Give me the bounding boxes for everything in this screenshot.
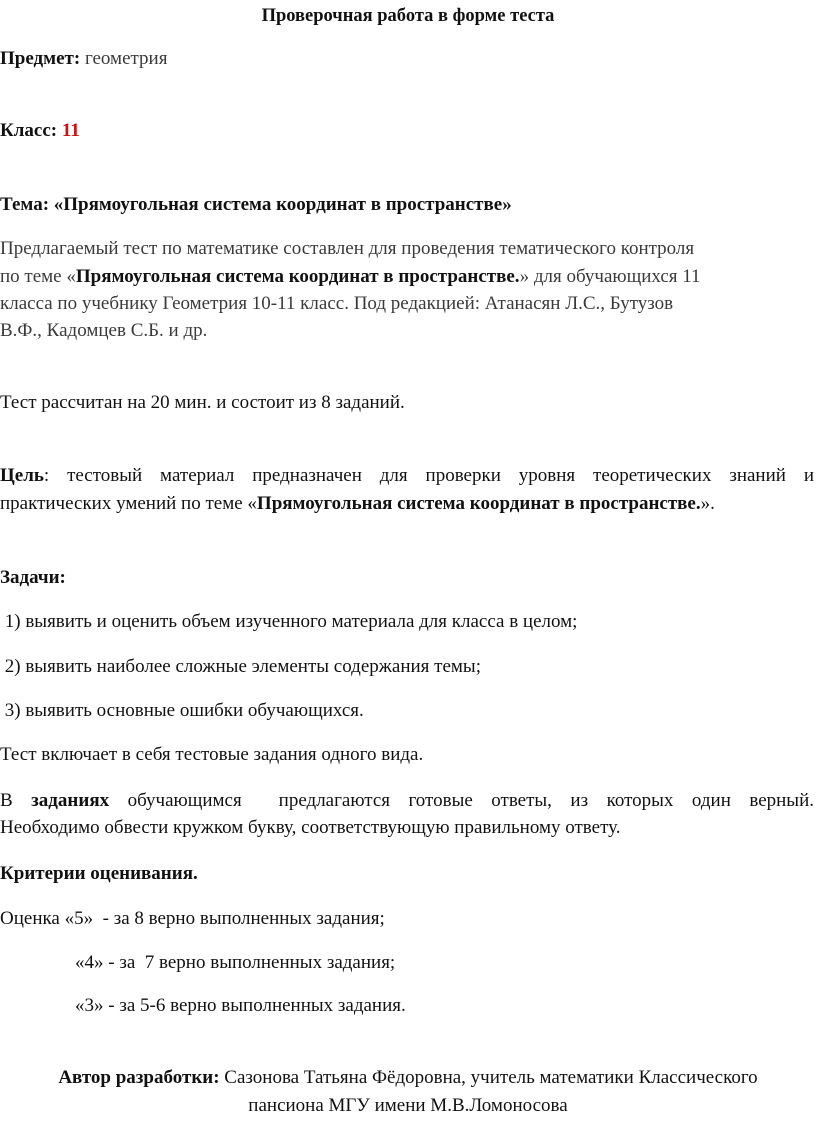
topic-value: «Прямоугольная система координат в пространстве»: [53, 194, 512, 215]
answers-line-1: [0, 788, 814, 814]
author-text-1: Сазонова Татьяна Фёдоровна, учитель математики Классического: [219, 1067, 758, 1088]
goal-line-2-post: ».: [700, 493, 715, 514]
grade-value: 11: [61, 120, 80, 141]
goal-label: Цель: [0, 465, 44, 486]
subject-line: [0, 46, 167, 72]
intro-line-3: класса по учебнику Геометрия 10-11 класс. Под редакцией: Атанасян Л.С., Бутузов: [0, 293, 674, 314]
goal-line-1: [0, 463, 814, 489]
goal-line-2-pre: практических умений по теме «: [0, 493, 257, 514]
task-item-1: 1) выявить и оценить объем изученного материала для класса в целом;: [0, 611, 578, 632]
criteria-grade-5: Оценка «5» - за 8 верно выполненных задания;: [0, 908, 385, 929]
intro-line-4: В.Ф., Кадомцев С.Б. и др.: [0, 320, 208, 341]
goal-topic-bold: Прямоугольная система координат в пространстве.: [256, 493, 701, 514]
criteria-heading: Критерии оценивания.: [0, 863, 198, 884]
answers-bold: заданиях: [31, 790, 110, 811]
test-kind-line: Тест включает в себя тестовые задания одного вида.: [0, 744, 424, 765]
answers-line-2: Необходимо обвести кружком букву, соответствующую правильному ответу.: [0, 817, 621, 838]
intro-line-2-pre: по теме «: [0, 266, 76, 287]
intro-line-2-post: » для обучающихся 11: [519, 266, 701, 287]
duration-line: Тест рассчитан на 20 мин. и состоит из 8 заданий.: [0, 392, 405, 413]
goal-line-2: [0, 491, 715, 517]
topic-label: Тема:: [0, 194, 50, 215]
answers-pre: В: [0, 790, 32, 811]
criteria-grade-4: «4» - за 7 верно выполненных задания;: [75, 952, 396, 973]
author-line-1: [0, 1065, 816, 1091]
intro-line-1: Предлагаемый тест по математике составлен для проведения тематического контроля: [0, 238, 695, 259]
author-line-2: пансиона МГУ имени М.В.Ломоносова: [248, 1095, 568, 1116]
subject-label: Предмет:: [0, 48, 81, 69]
criteria-grade-3: «3» - за 5-6 верно выполненных задания.: [75, 995, 406, 1016]
subject-value: геометрия: [84, 48, 168, 69]
task-item-3: 3) выявить основные ошибки обучающихся.: [0, 700, 364, 721]
tasks-heading: Задачи:: [0, 567, 66, 588]
author-label: Автор разработки:: [58, 1067, 220, 1088]
document-title: Проверочная работа в форме теста: [261, 6, 555, 26]
task-item-2: 2) выявить наиболее сложные элементы содержания темы;: [0, 656, 481, 677]
topic-line: [0, 192, 512, 218]
goal-text-1: : тестовый материал предназначен для проверки уровня теоретических знаний и: [43, 465, 814, 486]
answers-post: обучающимся предлагаются готовые ответы, из которых один верный.: [109, 790, 814, 811]
grade-label: Класс:: [0, 120, 58, 141]
grade-line: [0, 118, 80, 144]
intro-line-2: [0, 264, 701, 290]
intro-topic-bold: Прямоугольная система координат в пространстве.: [75, 266, 520, 287]
